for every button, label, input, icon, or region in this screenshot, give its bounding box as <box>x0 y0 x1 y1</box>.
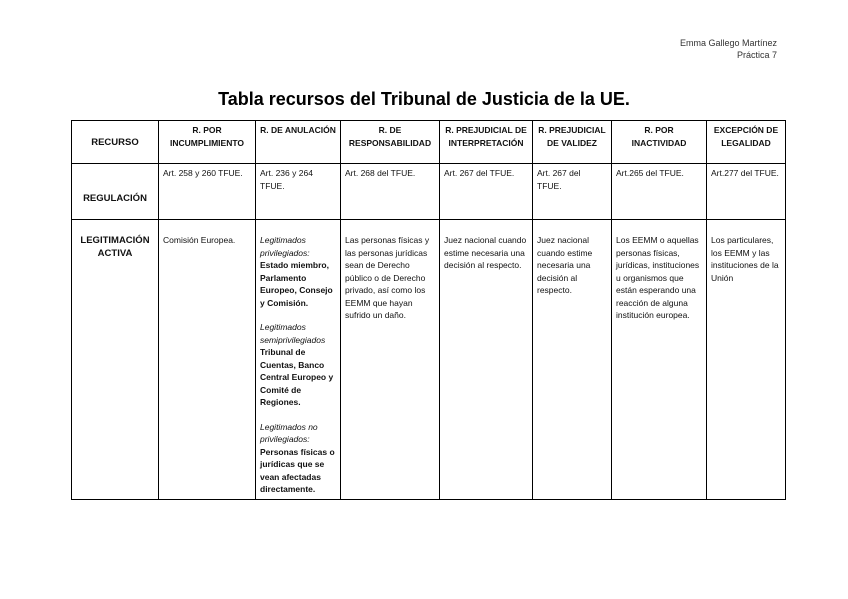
cell-legitimacion-incumplimiento: Comisión Europea. <box>159 220 256 500</box>
cell-legitimacion-validez: Juez nacional cuando estime necesaria una decisión al respecto. <box>533 220 612 500</box>
row-header-regulacion: REGULACIÓN <box>72 164 159 220</box>
semiprivileged-label: Legitimados semiprivilegiados <box>260 322 326 345</box>
column-header-prejudicial-validez: R. PREJUDICIAL DE VALIDEZ <box>533 121 612 164</box>
nonprivileged-label: Legitimados no privilegiados: <box>260 421 318 444</box>
author-name: Emma Gallego Martínez <box>679 38 777 48</box>
cell-legitimacion-anulacion <box>256 220 341 500</box>
cell-regulacion-validez: Art. 267 del TFUE. <box>533 164 612 220</box>
table-header-row <box>72 121 786 164</box>
page-title: Tabla recursos del Tribunal de Justicia de la UE. <box>218 89 630 109</box>
cell-legitimacion-responsabilidad: Las personas físicas y las personas jurídicas sean de Derecho público o de Derecho privado, así como los EEMM que hayan sufrido un daño. <box>341 220 440 500</box>
column-header-anulacion: R. DE ANULACIÓN <box>256 121 341 164</box>
column-header-prejudicial-interpretacion: R. PREJUDICIAL DE INTERPRETACIÓN <box>440 121 533 164</box>
semiprivileged-text: Tribunal de Cuentas, Banco Central Europeo y Comité de Regiones. <box>260 347 334 407</box>
cell-regulacion-incumplimiento: Art. 258 y 260 TFUE. <box>159 164 256 220</box>
document-header <box>680 37 777 61</box>
cell-regulacion-interpretacion: Art. 267 del TFUE. <box>440 164 533 220</box>
column-header-excepcion-legalidad: EXCEPCIÓN DE LEGALIDAD <box>707 121 786 164</box>
table-row-legitimacion <box>72 220 786 500</box>
column-header-incumplimiento: R. POR INCUMPLIMIENTO <box>159 121 256 164</box>
column-header-responsabilidad: R. DE RESPONSABILIDAD <box>341 121 440 164</box>
row-header-legitimacion: LEGITIMACIÓN ACTIVA <box>72 220 159 500</box>
column-header-recurso: RECURSO <box>72 121 159 164</box>
cell-legitimacion-inactividad: Los EEMM o aquellas personas físicas, jurídicas, instituciones u organismos que están esperando una reacción de alguna institución europea. <box>612 220 707 500</box>
cell-legitimacion-interpretacion: Juez nacional cuando estime necesaria una decisión al respecto. <box>440 220 533 500</box>
cell-regulacion-legalidad: Art.277 del TFUE. <box>707 164 786 220</box>
cell-regulacion-responsabilidad: Art. 268 del TFUE. <box>341 164 440 220</box>
cell-regulacion-anulacion: Art. 236 y 264 TFUE. <box>256 164 341 220</box>
recursos-table <box>71 120 786 500</box>
cell-legitimacion-legalidad: Los particulares, los EEMM y las instituciones de la Unión <box>707 220 786 500</box>
nonprivileged-text: Personas físicas o jurídicas que se vean afectadas directamente. <box>260 446 335 494</box>
table-row-regulacion <box>72 164 786 220</box>
column-header-inactividad: R. POR INACTIVIDAD <box>612 121 707 164</box>
cell-regulacion-inactividad: Art.265 del TFUE. <box>612 164 707 220</box>
practice-label: Práctica 7 <box>736 50 777 60</box>
privileged-label: Legitimados privilegiados: <box>260 235 310 258</box>
privileged-text: Estado miembro, Parlamento Europeo, Consejo y Comisión. <box>260 260 333 308</box>
